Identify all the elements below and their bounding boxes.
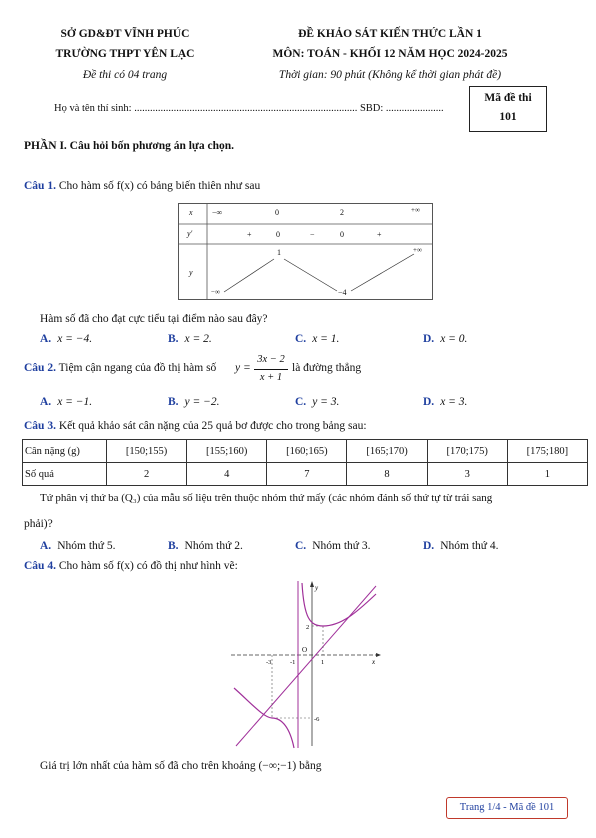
- q2-option-d[interactable]: D. x = 3.: [423, 396, 468, 408]
- ft-interval-1: [150;155): [107, 440, 187, 463]
- q1-option-a[interactable]: A. x = −4.: [40, 333, 93, 345]
- vt-y-label: y: [189, 268, 193, 277]
- q2-option-a[interactable]: A. x = −1.: [40, 396, 93, 408]
- function-graph: [226, 578, 386, 750]
- q2-option-c[interactable]: C. y = 3.: [295, 396, 340, 408]
- q4-label: Câu 4.: [24, 560, 56, 572]
- ft-count-5: 3: [427, 463, 507, 486]
- vt-y-max: 1: [277, 248, 281, 257]
- table-row: [23, 440, 588, 463]
- q3-question-line1: Tứ phân vị thứ ba (Q₃) của mẫu số liệu trên thuộc nhóm thứ mấy (các nhóm đánh số thứ tự từ trái sang: [40, 492, 493, 504]
- ft-interval-6: [175;180]: [507, 440, 587, 463]
- ft-count-3: 7: [267, 463, 347, 486]
- vt-x-1: 0: [275, 208, 279, 217]
- q2-text-after: là đường thẳng: [292, 362, 362, 374]
- q3-option-a[interactable]: A. Nhóm thứ 5.: [40, 540, 116, 552]
- vt-y-min: −4: [338, 288, 347, 297]
- pages-note: Đề thi có 04 trang: [82, 69, 168, 81]
- y-axis-arrow: [310, 581, 314, 587]
- q3-option-c[interactable]: C. Nhóm thứ 3.: [295, 540, 371, 552]
- q4-text: Cho hàm số f(x) có đồ thị như hình vẽ:: [58, 560, 238, 572]
- graph-label-m3: -3: [266, 659, 272, 666]
- table-row: [23, 463, 588, 486]
- vt-sign-2: −: [310, 230, 315, 239]
- variation-table-drawing: [179, 204, 432, 299]
- school-name: TRƯỜNG THPT YÊN LẠC: [55, 48, 195, 60]
- q4-stem: [24, 560, 238, 572]
- q3-question-line2: phải)?: [24, 518, 53, 530]
- graph-label-y: y: [315, 584, 319, 592]
- graph-label-x: x: [372, 658, 376, 666]
- dept-name: SỞ GD&ĐT VĨNH PHÚC: [60, 28, 190, 40]
- q2-fraction-bar: [254, 369, 288, 370]
- q2-text-before: Tiệm cận ngang của đồ thị hàm số: [58, 362, 217, 374]
- section-title-text: PHẦN I. Câu hỏi bốn phương án lựa chọn.: [24, 140, 234, 152]
- graph-label-m6: -6: [314, 716, 320, 723]
- q1-stem: [24, 180, 260, 192]
- q1-option-d[interactable]: D. x = 0.: [423, 333, 468, 345]
- exam-code-label: Mã đề thi: [484, 92, 532, 104]
- vt-sign-0: +: [247, 230, 252, 239]
- q4-question: Giá trị lớn nhất của hàm số đã cho trên khoảng (−∞;−1) bằng: [40, 760, 322, 772]
- q2-denominator: x + 1: [259, 372, 283, 383]
- q2-stem: [24, 362, 216, 374]
- q3-stem: [24, 420, 367, 432]
- ft-row1-header: Cân nặng (g): [23, 440, 107, 463]
- vt-x-label: x: [189, 208, 193, 217]
- vt-x-0: −∞: [212, 208, 223, 217]
- ft-count-2: 4: [187, 463, 267, 486]
- q3-text: Kết quả khảo sát cân nặng của 25 quả bơ được cho trong bảng sau:: [58, 420, 367, 432]
- q1-option-c[interactable]: C. x = 1.: [295, 333, 340, 345]
- q1-question: Hàm số đã cho đạt cực tiểu tại điểm nào sau đây?: [40, 313, 268, 325]
- graph-label-p2: 2: [306, 624, 310, 631]
- student-info-line: Họ và tên thí sinh: ..................................................................................... SBD: ......................: [54, 103, 444, 114]
- exam-code-value: 101: [499, 111, 517, 123]
- time-line: Thời gian: 90 phút (Không kể thời gian phát đề): [278, 69, 502, 81]
- graph-label-o: O: [302, 646, 308, 654]
- q2-option-b[interactable]: B. y = −2.: [168, 396, 220, 408]
- vt-sign-3: 0: [340, 230, 344, 239]
- ft-count-4: 8: [347, 463, 427, 486]
- ft-interval-3: [160;165): [267, 440, 347, 463]
- q2-label: Câu 2.: [24, 362, 56, 374]
- section-title: [24, 140, 234, 152]
- page-footer: [446, 797, 568, 819]
- vt-yp-label: y': [187, 229, 193, 238]
- vt-x-3: +∞: [411, 206, 420, 214]
- ft-row2-header: Số quả: [23, 463, 107, 486]
- ft-count-6: 1: [507, 463, 587, 486]
- q2-func-lhs: y =: [235, 362, 251, 374]
- ft-count-1: 2: [107, 463, 187, 486]
- variation-table: [178, 203, 433, 300]
- exam-code-box: [469, 86, 547, 132]
- graph-label-m1: -1: [290, 659, 296, 666]
- q1-text: Cho hàm số f(x) có bảng biến thiên như sau: [58, 180, 261, 192]
- q3-label: Câu 3.: [24, 420, 56, 432]
- vt-y-end: +∞: [413, 246, 422, 254]
- vt-x-2: 2: [340, 208, 344, 217]
- exam-title: ĐỀ KHẢO SÁT KIẾN THỨC LẦN 1: [298, 28, 482, 40]
- x-axis-arrow: [376, 653, 381, 657]
- ft-interval-2: [155;160): [187, 440, 267, 463]
- ft-interval-4: [165;170): [347, 440, 427, 463]
- vt-sign-1: 0: [276, 230, 280, 239]
- curve-right-branch: [302, 583, 376, 626]
- frequency-table: [22, 439, 588, 486]
- q3-option-d[interactable]: D. Nhóm thứ 4.: [423, 540, 499, 552]
- ft-interval-5: [170;175): [427, 440, 507, 463]
- q3-option-b[interactable]: B. Nhóm thứ 2.: [168, 540, 243, 552]
- q1-label: Câu 1.: [24, 180, 56, 192]
- vt-y-start: −∞: [211, 288, 220, 296]
- graph-label-p1: 1: [321, 659, 325, 666]
- page-footer-text: Trang 1/4 - Mã đề 101: [459, 802, 555, 813]
- vt-sign-4: +: [377, 230, 382, 239]
- q2-numerator: 3x − 2: [257, 354, 285, 365]
- subject-line: MÔN: TOÁN - KHỐI 12 NĂM HỌC 2024-2025: [272, 48, 508, 60]
- q1-option-b[interactable]: B. x = 2.: [168, 333, 212, 345]
